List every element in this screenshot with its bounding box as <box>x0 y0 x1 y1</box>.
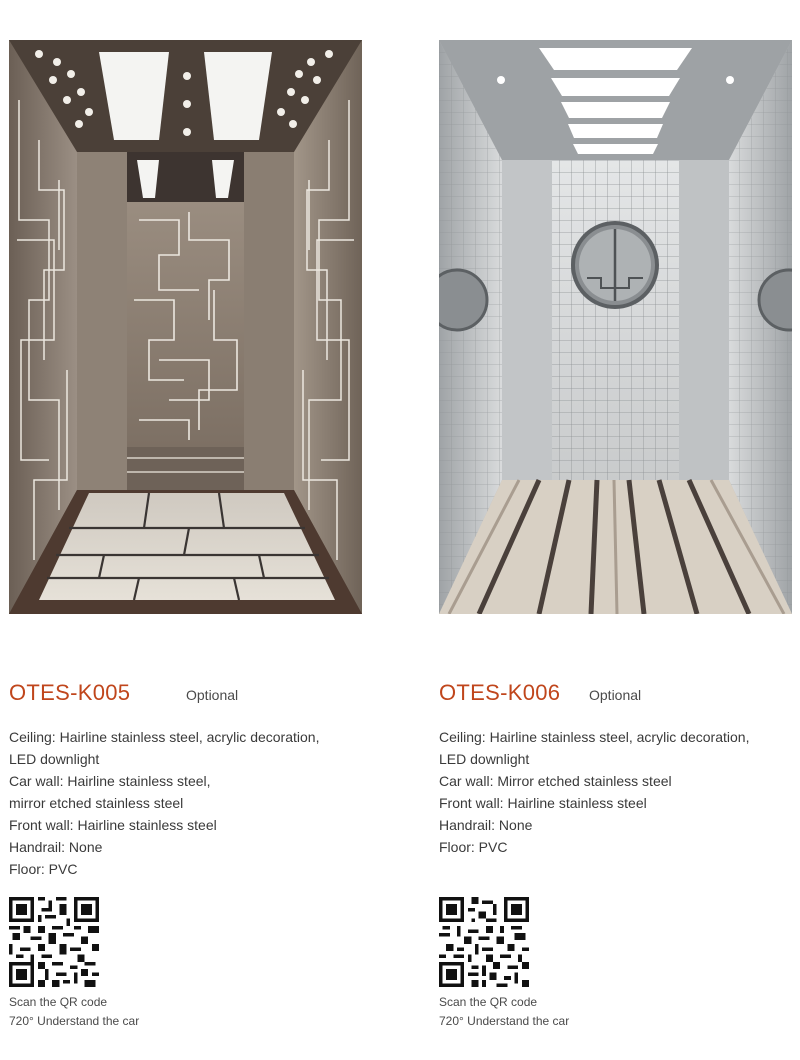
scan-caption <box>439 993 569 1031</box>
spec-line: Ceiling: Hairline stainless steel, acrylic decoration, <box>9 729 320 745</box>
product-card-otes-k006 <box>439 0 799 1060</box>
spec-line: Ceiling: Hairline stainless steel, acrylic decoration, <box>439 729 750 745</box>
product-title-row <box>439 680 799 708</box>
spec-line: Floor: PVC <box>9 861 78 877</box>
product-model-name: OTES-K006 <box>439 680 561 705</box>
product-card-otes-k005 <box>9 0 369 1060</box>
spec-line: Floor: PVC <box>439 839 508 855</box>
scan-instruction: Scan the QR code <box>9 995 108 1009</box>
product-spec-list <box>9 726 369 880</box>
product-title-row <box>9 680 369 708</box>
spec-line: Handrail: None <box>9 839 103 855</box>
scan-description: 720° Understand the car <box>9 1014 140 1028</box>
spec-line: LED downlight <box>439 751 530 767</box>
spec-line: Car wall: Mirror etched stainless steel <box>439 773 672 789</box>
spec-line: Front wall: Hairline stainless steel <box>439 795 647 811</box>
qr-code-icon[interactable] <box>439 897 529 987</box>
qr-code-icon[interactable] <box>9 897 99 987</box>
optional-label: Optional <box>589 687 642 703</box>
spec-line: Car wall: Hairline stainless steel, <box>9 773 211 789</box>
spec-line: mirror etched stainless steel <box>9 795 184 811</box>
elevator-car-image <box>439 40 792 614</box>
spec-line: LED downlight <box>9 751 100 767</box>
product-spec-list <box>439 726 799 858</box>
optional-label: Optional <box>186 687 239 703</box>
scan-description: 720° Understand the car <box>439 1014 570 1028</box>
product-model-name: OTES-K005 <box>9 680 131 705</box>
spec-line: Handrail: None <box>439 817 533 833</box>
scan-instruction: Scan the QR code <box>439 995 538 1009</box>
elevator-car-image <box>9 40 362 614</box>
spec-line: Front wall: Hairline stainless steel <box>9 817 217 833</box>
scan-caption <box>9 993 139 1031</box>
